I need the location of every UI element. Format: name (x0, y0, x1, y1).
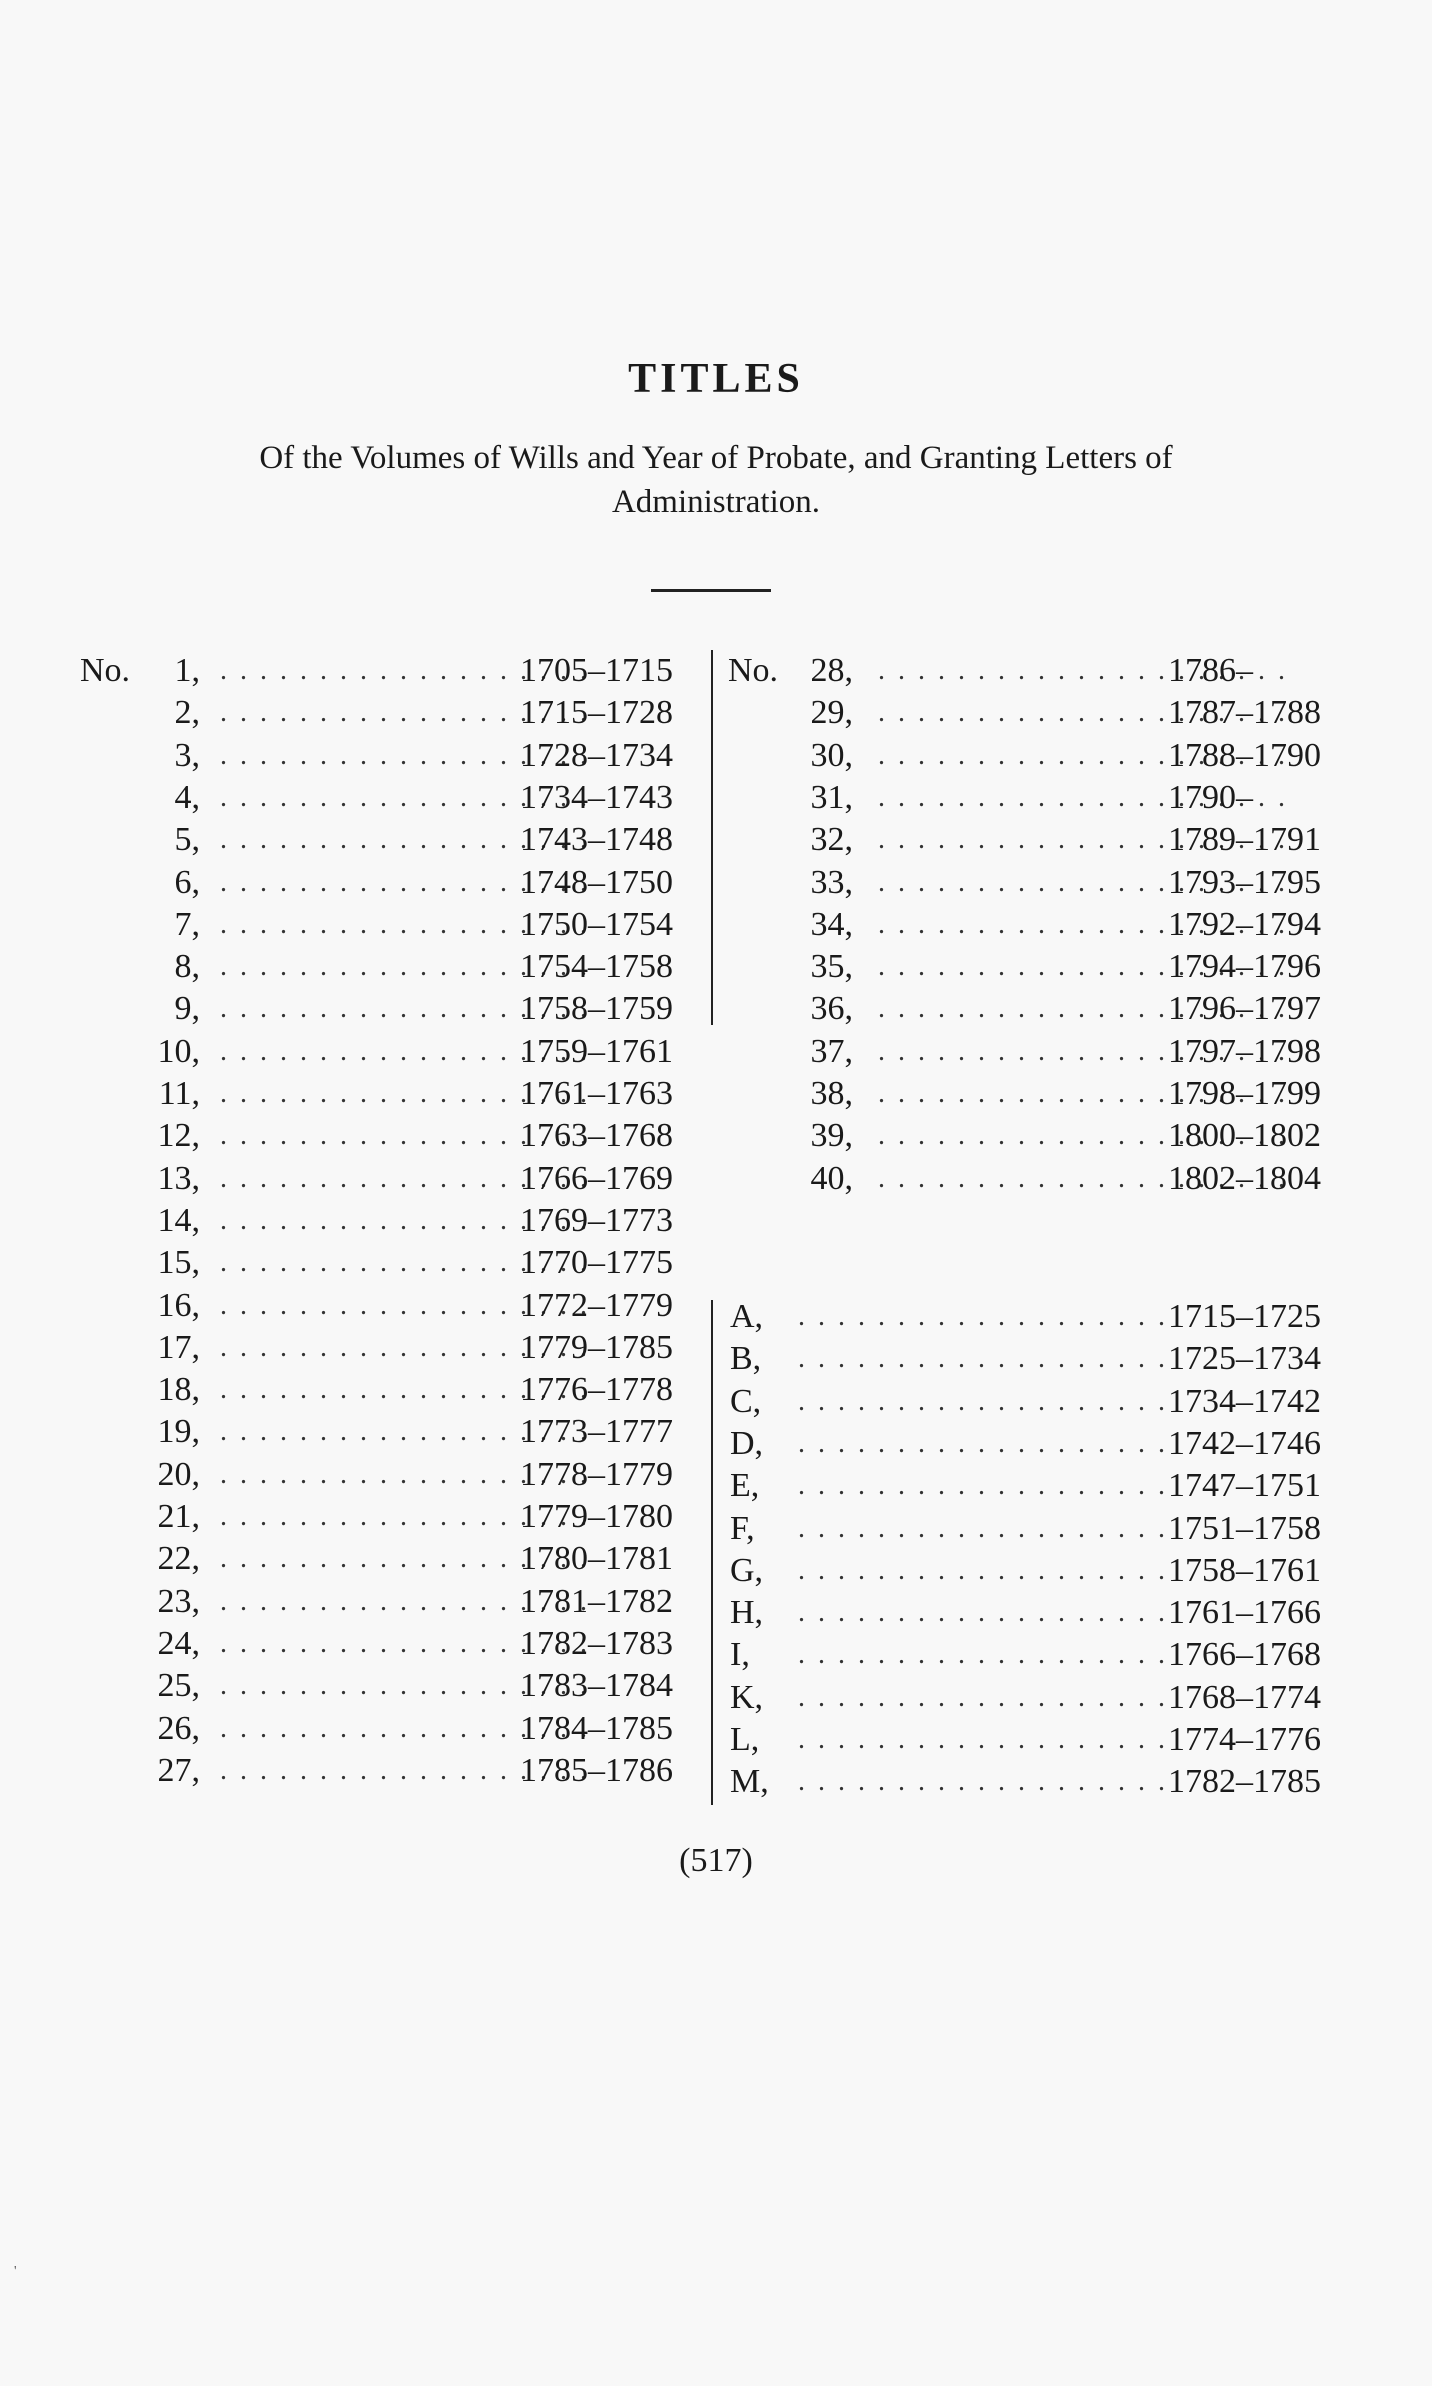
volume-years: 1780–1781 (520, 1540, 673, 1578)
volume-number: 38, (810, 1075, 853, 1112)
volume-years: 1705–1715 (520, 652, 673, 689)
table-row (728, 1338, 1348, 1380)
volume-number: 26, (157, 1709, 200, 1747)
table-row (80, 1158, 700, 1200)
volume-years: 1772–1779 (520, 1286, 673, 1324)
volume-number: 19, (157, 1413, 200, 1451)
volume-years: 1759–1761 (520, 1032, 673, 1070)
volume-years: 1747–1751 (1168, 1467, 1321, 1505)
table-row (728, 904, 1348, 946)
volume-number: 8, (174, 948, 200, 986)
volume-years: 1743–1748 (520, 821, 673, 859)
leader-dots (798, 1634, 1166, 1676)
volume-number: 4, (174, 778, 200, 816)
volume-letter: F, (730, 1509, 755, 1547)
volume-years: 1796–1797 (1168, 990, 1321, 1028)
volume-letter: B, (730, 1340, 762, 1378)
volume-years: 1758–1761 (1168, 1551, 1321, 1589)
table-row (80, 1750, 700, 1792)
volume-years: 1789–1791 (1168, 821, 1321, 859)
leader-dots (798, 1719, 1166, 1761)
volume-years: 1802–1804 (1168, 1159, 1321, 1197)
leader-dots (798, 1423, 1166, 1465)
volume-years: 1768–1774 (1168, 1678, 1321, 1716)
leader-dots (798, 1592, 1166, 1634)
volume-number: 33, (810, 863, 853, 901)
volume-years: 1793–1795 (1168, 863, 1321, 901)
table-row (728, 777, 1348, 819)
title-rule (651, 589, 771, 592)
volume-years: 1773–1777 (520, 1413, 673, 1451)
volume-years: 1761–1763 (520, 1075, 673, 1112)
table-row (80, 862, 700, 904)
subtitle-line-2: Administration. (611, 484, 821, 520)
volume-years: 1782–1783 (520, 1624, 673, 1662)
volume-years: 1766–1769 (520, 1159, 673, 1197)
table-row (80, 1200, 700, 1242)
table-row (728, 1423, 1348, 1465)
page-title: TITLES (628, 356, 804, 402)
page-subtitle (120, 436, 1312, 524)
row-prefix-no: No. (80, 652, 131, 689)
volume-years: 1742–1746 (1168, 1424, 1321, 1462)
volume-number: 36, (810, 990, 853, 1028)
volume-number: 7, (174, 905, 200, 943)
table-row (728, 735, 1348, 777)
table-row (80, 1496, 700, 1538)
volume-number: 2, (174, 694, 200, 732)
leader-dots (798, 1465, 1166, 1507)
volume-letter: G, (730, 1551, 764, 1589)
volume-number: 11, (158, 1075, 200, 1112)
volume-number: 32, (810, 821, 853, 859)
volume-years: 1776–1778 (520, 1371, 673, 1409)
table-row (728, 1465, 1348, 1507)
volume-letter: K, (730, 1678, 764, 1716)
table-row (728, 1719, 1348, 1761)
volume-years: 1785–1786 (520, 1751, 673, 1789)
leader-dots (798, 1296, 1166, 1338)
table-row (728, 1296, 1348, 1338)
volume-years: 1725–1734 (1168, 1340, 1321, 1378)
volume-letter: H, (730, 1594, 764, 1632)
volume-years: 1766–1768 (1168, 1636, 1321, 1674)
volume-years: 1797–1798 (1168, 1032, 1321, 1070)
volume-years: 1774–1776 (1168, 1721, 1321, 1758)
volume-number: 16, (157, 1286, 200, 1324)
volume-number: 27, (157, 1751, 200, 1789)
table-row (728, 1115, 1348, 1157)
volume-years: 1782–1785 (1168, 1763, 1321, 1801)
table-row (80, 1073, 700, 1115)
volume-number: 10, (157, 1032, 200, 1070)
volume-number: 34, (810, 905, 853, 943)
volume-number: 18, (157, 1371, 200, 1409)
table-row (80, 1623, 700, 1665)
table-row (728, 1550, 1348, 1592)
volume-years: 1790– (1168, 778, 1253, 816)
volume-letter: C, (730, 1382, 762, 1420)
table-row (80, 1708, 700, 1750)
table-row (80, 650, 700, 692)
volume-number: 24, (157, 1624, 200, 1662)
volume-letter: M, (730, 1763, 769, 1801)
volume-number: 3, (174, 736, 200, 774)
volume-number: 39, (810, 1117, 853, 1155)
table-row (80, 1031, 700, 1073)
table-row (80, 1538, 700, 1580)
row-prefix-no: No. (728, 652, 779, 689)
table-row (80, 1581, 700, 1623)
table-row (728, 1158, 1348, 1200)
volume-number: 40, (810, 1159, 853, 1197)
volume-number: 1, (174, 652, 200, 689)
table-row (80, 1115, 700, 1157)
volume-years: 1778–1779 (520, 1455, 673, 1493)
volume-letter: E, (730, 1467, 760, 1505)
table-row (80, 777, 700, 819)
volume-years: 1800–1802 (1168, 1117, 1321, 1155)
table-row (80, 1665, 700, 1707)
volume-years: 1769–1773 (520, 1201, 673, 1239)
volume-years: 1728–1734 (520, 736, 673, 774)
volume-number: 20, (157, 1455, 200, 1493)
volume-years: 1748–1750 (520, 863, 673, 901)
table-row (728, 988, 1348, 1030)
subtitle-line-1: Of the Volumes of Wills and Year of Probate, and Granting Letters of (259, 440, 1173, 476)
volume-number: 21, (157, 1498, 200, 1535)
volume-years: 1786– (1168, 652, 1253, 689)
table-row (728, 1592, 1348, 1634)
table-row (728, 1031, 1348, 1073)
volume-years: 1784–1785 (520, 1709, 673, 1747)
volume-years: 1779–1780 (520, 1498, 673, 1535)
volume-years: 1794–1796 (1168, 948, 1321, 986)
table-row (728, 862, 1348, 904)
leader-dots (798, 1338, 1166, 1380)
volume-years: 1798–1799 (1168, 1075, 1321, 1112)
table-row (80, 735, 700, 777)
table-row (80, 1285, 700, 1327)
table-row (80, 1411, 700, 1453)
page-number: (517) (679, 1842, 753, 1879)
column-divider-upper (711, 650, 713, 1025)
volume-number: 14, (157, 1201, 200, 1239)
table-row (80, 692, 700, 734)
table-row (728, 1677, 1348, 1719)
table-row (80, 1454, 700, 1496)
volume-years: 1758–1759 (520, 990, 673, 1028)
table-row (80, 988, 700, 1030)
volume-years: 1715–1728 (520, 694, 673, 732)
leader-dots (798, 1508, 1166, 1550)
volume-number: 5, (174, 821, 200, 859)
volume-years: 1715–1725 (1168, 1298, 1321, 1335)
stray-mark: ' (14, 2264, 17, 2279)
volume-years: 1770–1775 (520, 1244, 673, 1282)
volume-number: 29, (810, 694, 853, 732)
volume-number: 28, (810, 652, 853, 689)
volume-number: 31, (810, 778, 853, 816)
volume-years: 1792–1794 (1168, 905, 1321, 943)
leader-dots (798, 1761, 1166, 1803)
volume-number: 35, (810, 948, 853, 986)
table-row (728, 1508, 1348, 1550)
table-row (728, 819, 1348, 861)
volume-years: 1779–1785 (520, 1328, 673, 1366)
volume-years: 1754–1758 (520, 948, 673, 986)
table-row (80, 946, 700, 988)
volume-letter: L, (730, 1721, 760, 1758)
volume-number: 22, (157, 1540, 200, 1578)
table-row (728, 650, 1348, 692)
table-row (80, 819, 700, 861)
volume-number: 30, (810, 736, 853, 774)
volume-years: 1763–1768 (520, 1117, 673, 1155)
leader-dots (798, 1677, 1166, 1719)
leader-dots (798, 1381, 1166, 1423)
volume-number: 37, (810, 1032, 853, 1070)
volume-number: 15, (157, 1244, 200, 1282)
volume-number: 9, (174, 990, 200, 1028)
volume-years: 1788–1790 (1168, 736, 1321, 774)
volume-letter: D, (730, 1424, 764, 1462)
table-row (80, 904, 700, 946)
volume-years: 1734–1742 (1168, 1382, 1321, 1420)
table-row (728, 1073, 1348, 1115)
table-row (80, 1369, 700, 1411)
volume-years: 1787–1788 (1168, 694, 1321, 732)
volume-number: 17, (157, 1328, 200, 1366)
volume-number: 25, (157, 1667, 200, 1705)
volume-years: 1751–1758 (1168, 1509, 1321, 1547)
volume-years: 1781–1782 (520, 1582, 673, 1620)
volume-letter: I, (730, 1636, 750, 1674)
table-row (728, 1634, 1348, 1676)
volume-years: 1734–1743 (520, 778, 673, 816)
table-row (728, 946, 1348, 988)
volume-number: 13, (157, 1159, 200, 1197)
table-row (80, 1327, 700, 1369)
volume-years: 1750–1754 (520, 905, 673, 943)
volume-years: 1761–1766 (1168, 1594, 1321, 1632)
leader-dots (798, 1550, 1166, 1592)
table-row (728, 692, 1348, 734)
column-divider-lower (711, 1300, 713, 1805)
volume-number: 23, (157, 1582, 200, 1620)
table-row (728, 1381, 1348, 1423)
volume-years: 1783–1784 (520, 1667, 673, 1705)
volume-letter: A, (730, 1298, 764, 1335)
table-row (80, 1242, 700, 1284)
volume-number: 6, (174, 863, 200, 901)
volume-number: 12, (157, 1117, 200, 1155)
table-row (728, 1761, 1348, 1803)
